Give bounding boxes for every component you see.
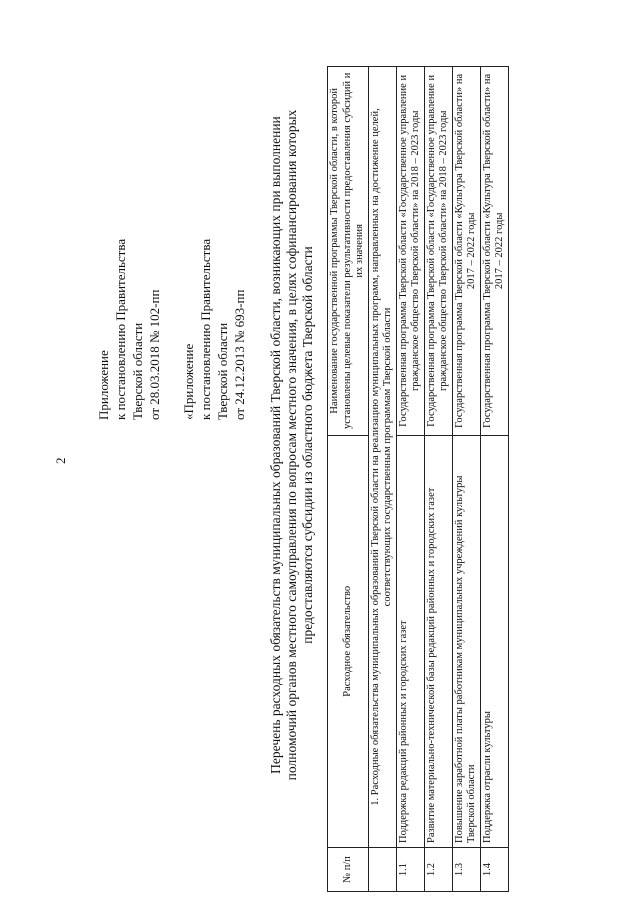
row-num: 1.3 <box>452 847 480 891</box>
row-obligation: Повышение заработной платы работникам муниципальных учреждений культуры Тверской области <box>452 435 480 847</box>
table-header-row <box>328 67 369 892</box>
title-line: предоставляются субсидии из областного бюджета Тверской области <box>300 246 315 644</box>
table-row <box>452 67 480 892</box>
appendix-line: к постановлению Правительства <box>198 238 213 420</box>
appendix-line: Приложение <box>96 350 111 420</box>
table-row <box>424 67 452 892</box>
title-line: полномочий органов местного самоуправления по вопросам местного значения, в целях софинансирования которых <box>284 109 299 781</box>
appendix-line: к постановлению Правительства <box>113 238 128 420</box>
section-row <box>368 67 396 892</box>
row-obligation: Поддержка отрасли культуры <box>480 435 508 847</box>
table-row <box>480 67 508 892</box>
row-num: 1.1 <box>396 847 424 891</box>
appendix-line: от 24.12.2013 № 693-пп <box>232 289 247 420</box>
page-number: 2 <box>53 457 68 464</box>
section-num-cell <box>368 847 396 891</box>
appendix-line: Тверской области <box>130 322 145 420</box>
appendix-line: «Приложение <box>181 343 196 420</box>
row-num: 1.4 <box>480 847 508 891</box>
row-program: Государственная программа Тверской области «Культура Тверской области» на 2017 – 2022 годы <box>480 67 508 436</box>
header-num: № п/п <box>328 847 369 891</box>
appendix-block-old <box>180 239 248 420</box>
table-row <box>396 67 424 892</box>
obligations-table <box>327 66 509 892</box>
row-program: Государственная программа Тверской области «Государственное управление и гражданское общество Тверской области» на 2018 – 2023 годы <box>424 67 452 436</box>
appendix-block-new <box>95 239 163 420</box>
row-program: Государственная программа Тверской области «Культура Тверской области» на 2017 – 2022 годы <box>452 67 480 436</box>
section-title: 1. Расходные обязательства муниципальных образований Тверской области на реализацию муниципальных программ, направленных на достижение целей, соответствующих государственным программам Тверской области <box>368 67 396 848</box>
row-obligation: Развитие материально-технической базы редакций районных и городских газет <box>424 435 452 847</box>
appendix-line: от 28.03.2018 № 102-пп <box>147 289 162 420</box>
header-obligation: Расходное обязательство <box>328 435 369 847</box>
appendix-line: Тверской области <box>215 322 230 420</box>
document-title <box>268 35 316 855</box>
row-program: Государственная программа Тверской области «Государственное управление и гражданское общество Тверской области» на 2018 – 2023 годы <box>396 67 424 436</box>
header-program: Наименование государственной программы Тверской области, в которой установлены целевые показатели результативности предоставления субсидий и их значения <box>328 67 369 436</box>
row-obligation: Поддержка редакций районных и городских газет <box>396 435 424 847</box>
row-num: 1.2 <box>424 847 452 891</box>
title-line: Перечень расходных обязательств муниципальных образований Тверской области, возникающих при выполнении <box>268 116 283 774</box>
